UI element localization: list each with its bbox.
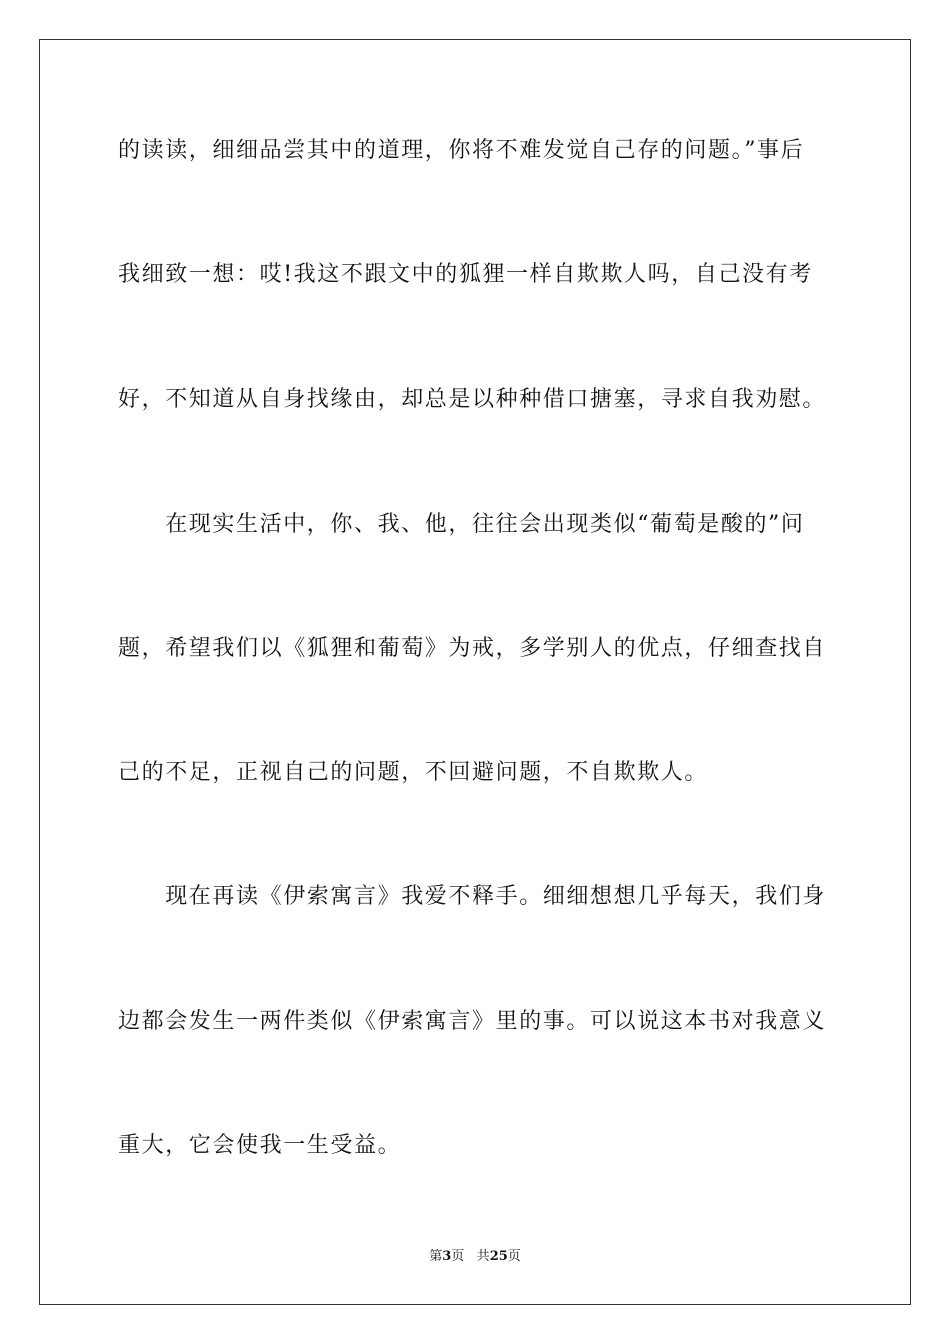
text-line-3: 好，不知道从自身找缘由，却总是以种种借口搪塞，寻求自我劝慰。 (118, 387, 827, 412)
page-prefix: 第 (429, 1249, 443, 1264)
text-line-1: 的读读，细细品尝其中的道理，你将不难发觉自己存的问题。”事后 (118, 138, 805, 163)
total-suffix: 页 (507, 1249, 521, 1264)
text-line-5: 题，希望我们以《狐狸和葡萄》为戒，多学别人的优点，仔细查找自 (118, 636, 827, 661)
page-border (39, 39, 911, 1305)
text-line-9: 重大，它会使我一生受益。 (118, 1133, 402, 1158)
text-line-6: 己的不足，正视自己的问题，不回避问题，不自欺欺人。 (118, 760, 709, 785)
page-footer (0, 1249, 950, 1265)
page-suffix: 页 (451, 1249, 465, 1264)
total-prefix: 共 (476, 1249, 490, 1264)
text-line-2: 我细致一想：哎!我这不跟文中的狐狸一样自欺欺人吗，自己没有考 (118, 262, 813, 287)
text-line-7: 现在再读《伊索寓言》我爱不释手。细细想想几乎每天，我们身 (118, 884, 827, 909)
text-line-4: 在现实生活中，你、我、他，往往会出现类似“葡萄是酸的”问 (118, 512, 805, 537)
page-number: 3 (442, 1249, 452, 1264)
text-line-8: 边都会发生一两件类似《伊索寓言》里的事。可以说这本书对我意义 (118, 1009, 827, 1034)
total-pages: 25 (489, 1249, 508, 1264)
